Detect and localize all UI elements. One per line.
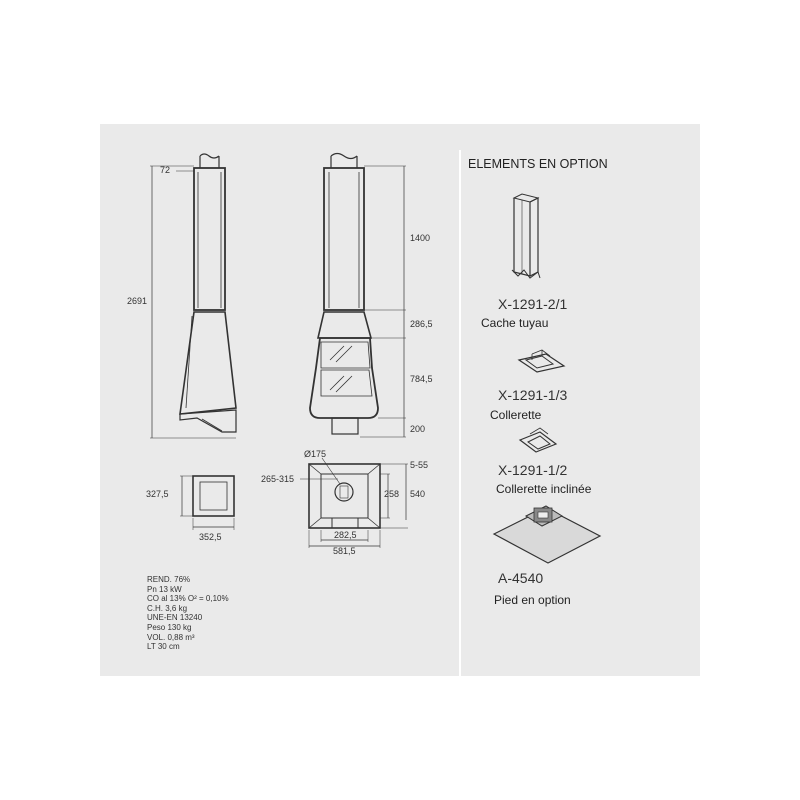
option-code: X-1291-1/2: [498, 462, 568, 478]
option-name: Cache tuyau: [481, 316, 549, 330]
option-code: X-1291-1/3: [498, 387, 568, 403]
options-title: ELEMENTS EN OPTION: [468, 157, 608, 171]
base-plate-icon: [494, 506, 600, 563]
spec-item: VOL. 0,88 m³: [147, 632, 195, 642]
option-name: Collerette: [490, 408, 542, 422]
dim-flue: Ø175: [304, 449, 327, 459]
dim-firebox: 784,5: [410, 374, 433, 384]
spec-item: C.H. 3,6 kg: [147, 603, 188, 613]
dim-small-depth: 327,5: [146, 489, 169, 499]
option-name: Pied en option: [494, 593, 571, 607]
dim-inner-depth: 258: [384, 489, 400, 499]
dim-outer-depth: 540: [410, 489, 426, 499]
side-view: [150, 154, 236, 438]
dim-chimney: 1400: [410, 233, 431, 243]
dim-total-height: 2691: [127, 296, 148, 306]
dim-small-width: 352,5: [199, 532, 222, 542]
dim-base: 200: [410, 424, 426, 434]
dim-outer-width: 581,5: [333, 546, 356, 556]
spec-item: REND. 76%: [147, 575, 191, 584]
dim-top-width: 72: [160, 165, 171, 175]
pipe-cover-icon: [512, 194, 540, 278]
option-code: A-4540: [498, 570, 544, 586]
plan-view-small: [180, 476, 234, 530]
dim-top-gap: 5-55: [410, 460, 429, 470]
dim-hood: 286,5: [410, 319, 433, 329]
dim-inner-width: 282,5: [334, 530, 357, 540]
inclined-collar-icon: [520, 428, 556, 452]
dim-offset: 265-315: [261, 474, 295, 484]
spec-list: [147, 575, 229, 652]
spec-item: CO al 13% O² = 0,10%: [147, 594, 229, 604]
front-view: [310, 154, 406, 438]
option-name: Collerette inclinée: [496, 482, 592, 496]
option-code: X-1291-2/1: [498, 296, 568, 312]
spec-item: LT 30 cm: [147, 642, 180, 652]
spec-item: Peso 130 kg: [147, 622, 192, 632]
collar-icon: [519, 350, 564, 372]
spec-item: UNE-EN 13240: [147, 613, 203, 623]
spec-item: Pn 13 kW: [147, 584, 182, 594]
